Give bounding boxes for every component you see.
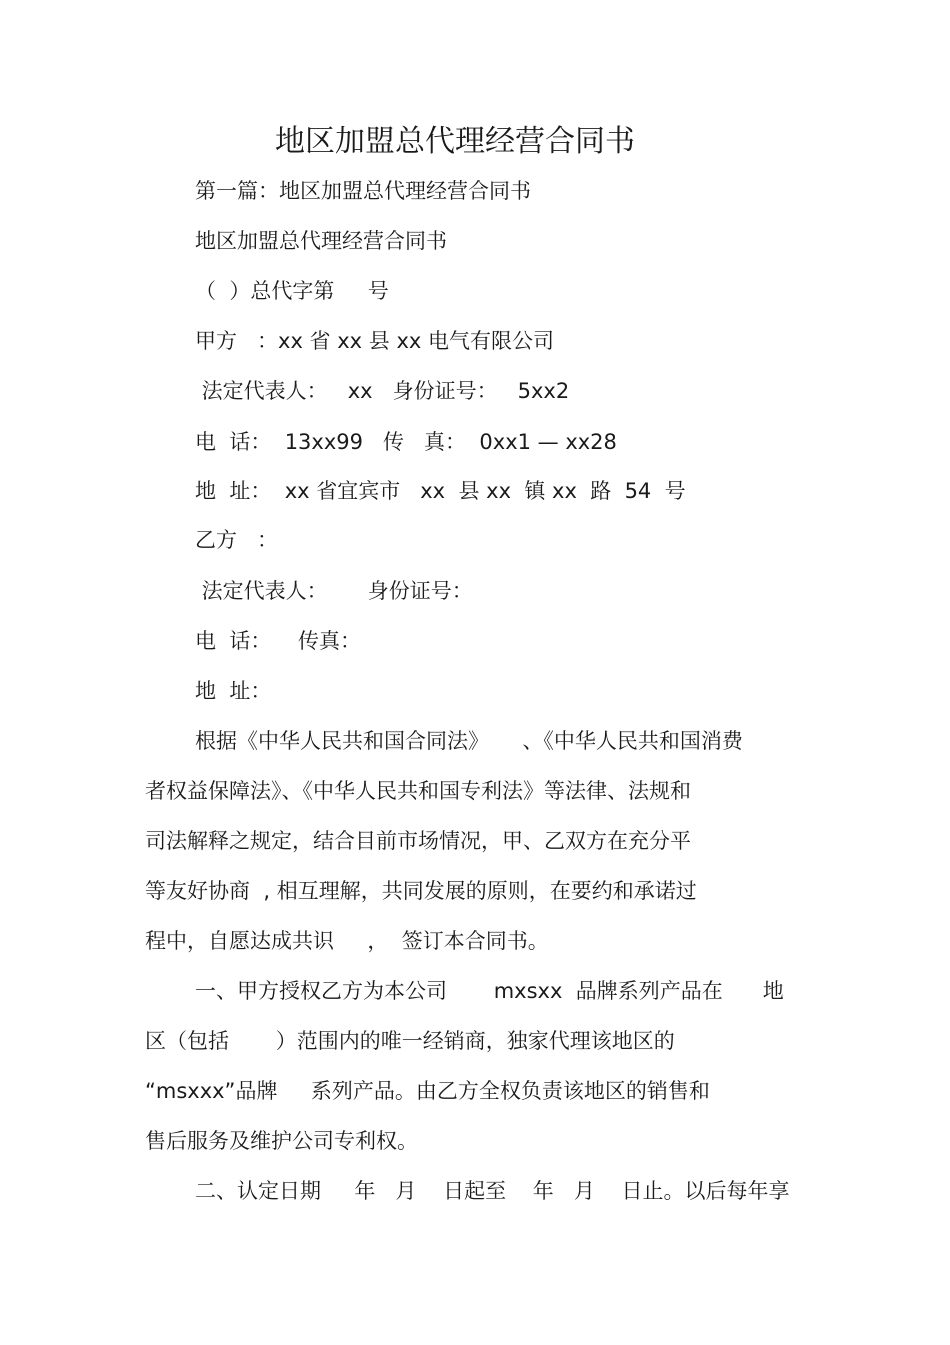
party-a-phone: 电 话： 13xx99 传 真： 0xx1 — xx28	[195, 430, 617, 454]
clause-1-line: “msxxx”品牌 系列产品。由乙方全权负责该地区的销售和	[145, 1079, 710, 1103]
section-heading: 第一篇：地区加盟总代理经营合同书	[195, 179, 531, 203]
paragraph-line: 司法解释之规定，结合目前市场情况，甲、乙双方在充分平	[145, 829, 691, 853]
party-b: 乙方 ：	[195, 528, 279, 552]
party-b-address: 地 址：	[195, 679, 272, 703]
party-a: 甲方 ：xx 省 xx 县 xx 电气有限公司	[195, 329, 554, 353]
clause-1-line: 售后服务及维护公司专利权。	[145, 1129, 418, 1153]
paragraph-line: 根据《中华人民共和国合同法》 、《中华人民共和国消费	[195, 729, 743, 753]
paragraph-line: 等友好协商 , 相互理解，共同发展的原则，在要约和承诺过	[145, 879, 697, 903]
paragraph-line: 程中，自愿达成共识 ， 签订本合同书。	[145, 929, 549, 953]
clause-1-line: 一、甲方授权乙方为本公司 mxsxx 品牌系列产品在 地	[195, 979, 784, 1003]
document-title: 地区加盟总代理经营合同书	[275, 124, 635, 159]
clause-1-line: 区（包括 ）范围内的唯一经销商，独家代理该地区的	[145, 1029, 675, 1053]
paragraph-line: 者权益保障法》、《中华人民共和国专利法》等法律、法规和	[145, 779, 691, 803]
clause-2-line: 二、认定日期 年 月 日起至 年 月 日止。以后每年享	[195, 1179, 790, 1203]
party-a-address: 地 址： xx 省宜宾市 xx 县 xx 镇 xx 路 54 号	[195, 479, 686, 503]
party-a-representative: 法定代表人： xx 身份证号： 5xx2	[195, 379, 570, 403]
party-b-phone: 电 话： 传真：	[195, 629, 362, 653]
contract-subtitle: 地区加盟总代理经营合同书	[195, 229, 447, 253]
contract-number: （ ）总代字第 号	[195, 279, 389, 303]
party-b-representative: 法定代表人： 身份证号：	[195, 579, 473, 603]
